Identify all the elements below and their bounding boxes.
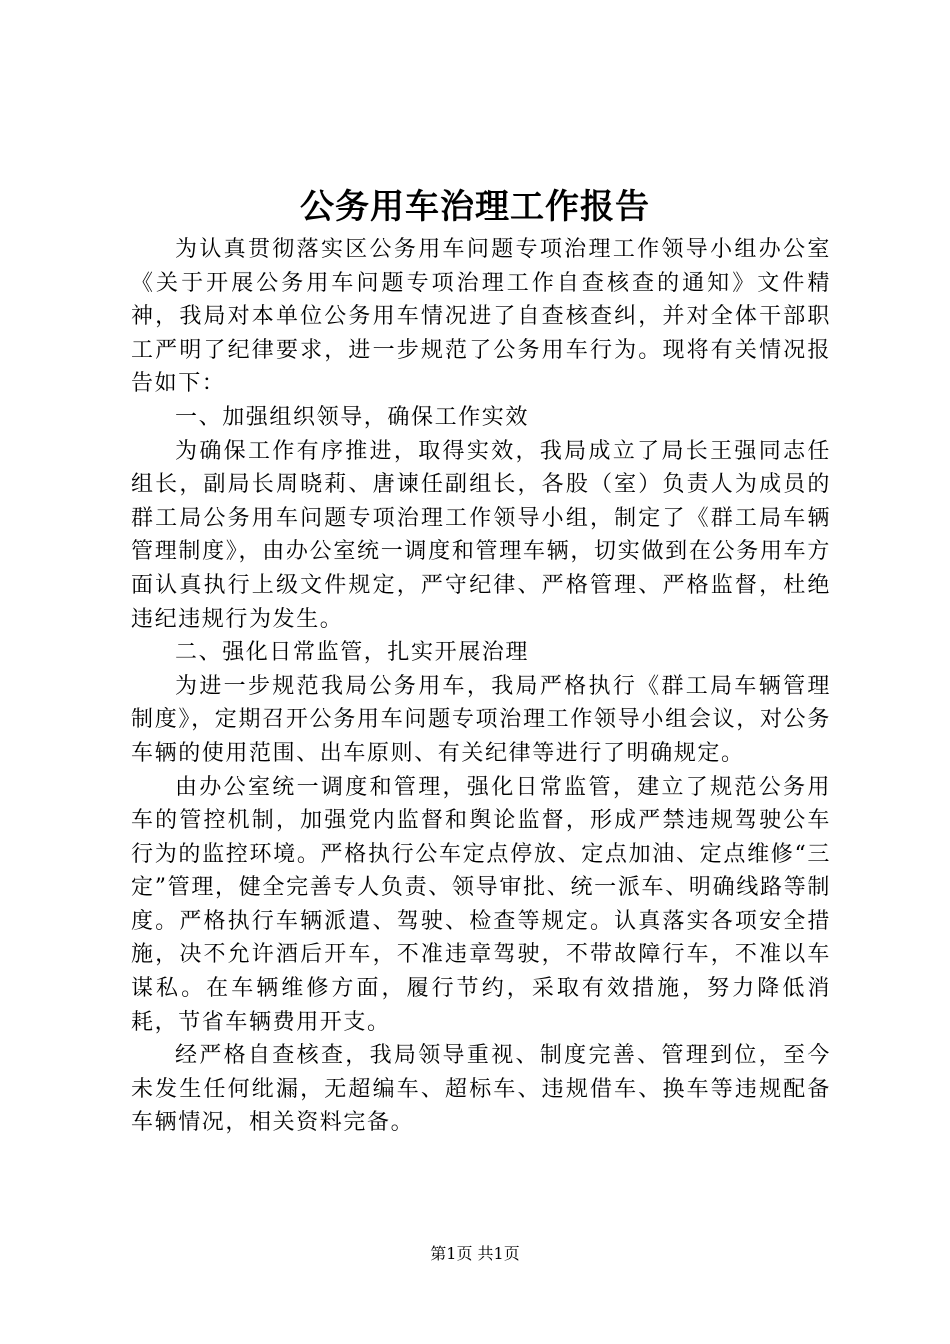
section-2-paragraph-2: 由办公室统一调度和管理，强化日常监管，建立了规范公务用车的管控机制，加强党内监督和舆论监督，形成严禁违规驾驶公车行为的监控环境。严格执行公车定点停放、定点加油、定点维修“三定”管理，健全完善专人负责、领导审批、统一派车、明确线路等制度。严格执行车辆派遣、驾驶、检查等规定。认真落实各项安全措施，决不允许酒后开车，不准违章驾驶，不带故障行车，不准以车谋私。在车辆维修方面，履行节约，采取有效措施，努力降低消耗，节省车辆费用开支。 (131, 774, 831, 1035)
document-title: 公务用车治理工作报告 (300, 187, 650, 227)
intro-paragraph: 为认真贯彻落实区公务用车问题专项治理工作领导小组办公室《关于开展公务用车问题专项治理工作自查核查的通知》文件精神，我局对本单位公务用车情况进了自查核查纠，并对全体干部职工严明了纪律要求，进一步规范了公务用车行为。现将有关情况报告如下： (131, 237, 831, 397)
section-heading-2: 二、强化日常监管，扎实开展治理 (175, 640, 530, 666)
section-1-paragraph: 为确保工作有序推进，取得实效，我局成立了局长王强同志任组长，副局长周晓莉、唐谏任副组长，各股（室）负责人为成员的群工局公务用车问题专项治理工作领导小组，制定了《群工局车辆管理制度》，由办公室统一调度和管理车辆，切实做到在公务用车方面认真执行上级文件规定，严守纪律、严格管理、严格监督，杜绝违纪违规行为发生。 (131, 438, 831, 632)
section-2-paragraph-1: 为进一步规范我局公务用车，我局严格执行《群工局车辆管理制度》，定期召开公务用车问题专项治理工作领导小组会议，对公务车辆的使用范围、出车原则、有关纪律等进行了明确规定。 (131, 673, 831, 766)
document-body (131, 233, 831, 1140)
page-number-footer: 第1页 共1页 (430, 1244, 520, 1263)
section-heading-1: 一、加强组织领导，确保工作实效 (175, 404, 530, 430)
conclusion-paragraph: 经严格自查核查，我局领导重视、制度完善、管理到位，至今未发生任何纰漏，无超编车、超标车、违规借车、换车等违规配备车辆情况，相关资料完备。 (131, 1043, 831, 1136)
